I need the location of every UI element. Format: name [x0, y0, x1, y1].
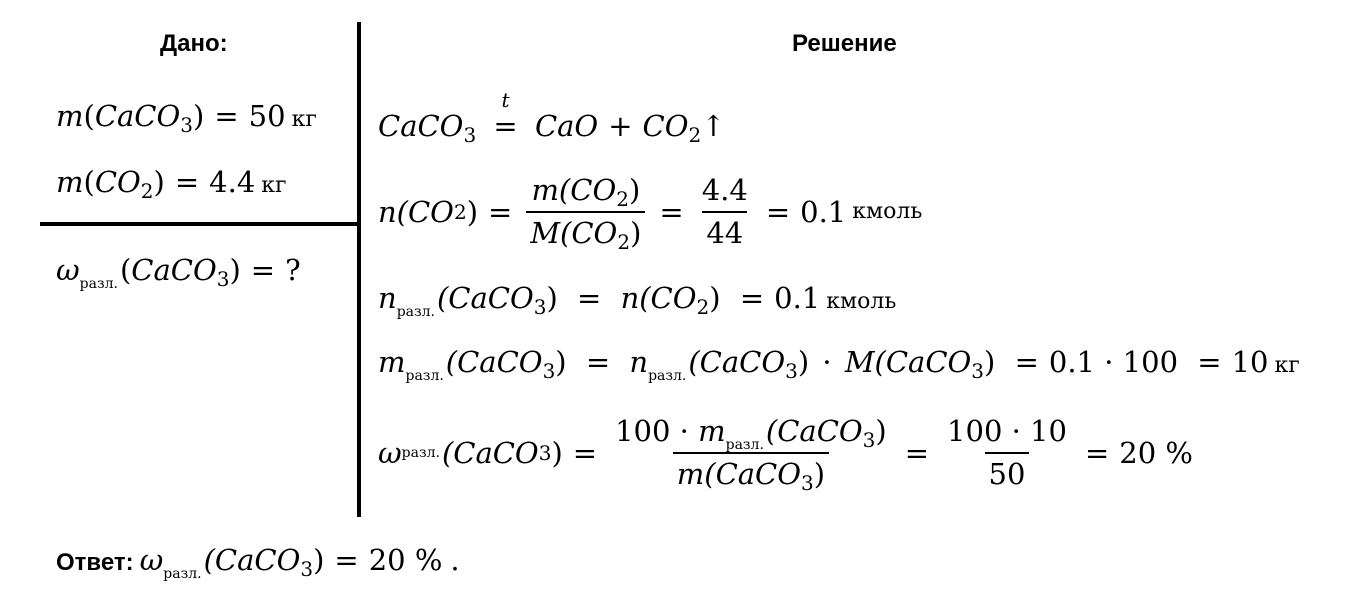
fraction-percent-numeric: $\frac{100 \cdot 10}{50}$: [947, 414, 1067, 491]
given-divider: [40, 222, 360, 226]
fraction-numeric: $\frac{4.4}{44}$: [701, 173, 748, 250]
find-fraction-decomposed: $\omega_{разл.}(CaCO_3)$ = ?: [56, 253, 301, 292]
fraction-decomposed-calc: ω разл. (CaCO 3 ) = $\frac{100 \cdot m_{разл.}(CaCO_3)}{m(CaCO_3)}$ = $\frac{100 \cdot 10}{50}$ = 20 %: [378, 414, 1193, 495]
solution-header: Решение: [792, 30, 897, 57]
column-divider: [357, 22, 361, 517]
given-mass-caco3: m(CaCO$_3$) = 50 кг: [56, 99, 317, 137]
given-header: Дано:: [160, 30, 228, 57]
reaction-equation: CaCO$_3$ t = CaO + $CO_2↑$: [378, 88, 726, 147]
moles-decomposed-calc: $n_{разл.}(CaCO_3) = n(CO_2) = 0.1$ кмоль: [378, 281, 897, 320]
answer-label: Ответ:: [56, 549, 134, 576]
fraction-mass-over-molar: $\frac{m(CO_2)}{M(CO_2)}$: [526, 176, 645, 248]
answer-line: [56, 543, 460, 582]
given-mass-co2: $m(CO_2) = 4.4$ кг: [56, 165, 287, 203]
answer-formula: $\omega_{разл.}(CaCO_3) = 20$ % .: [139, 543, 460, 582]
fraction-percent-formula: $\frac{100 \cdot m_{разл.}(CaCO_3)}{m(CaCO_3)}$: [615, 414, 887, 495]
mass-decomposed-calc: $m_{разл.}(CaCO_3)$ = $n_{разл.}(CaCO_3)$ · M(CaCO$_3$) = 0.1 · 100 = 10 кг: [378, 345, 1300, 384]
moles-co2-calc: n(CO 2 ) = $\frac{m(CO_2)}{M(CO_2)}$ = $\frac{4.4}{44}$ = 0.1 кмоль: [378, 173, 923, 254]
